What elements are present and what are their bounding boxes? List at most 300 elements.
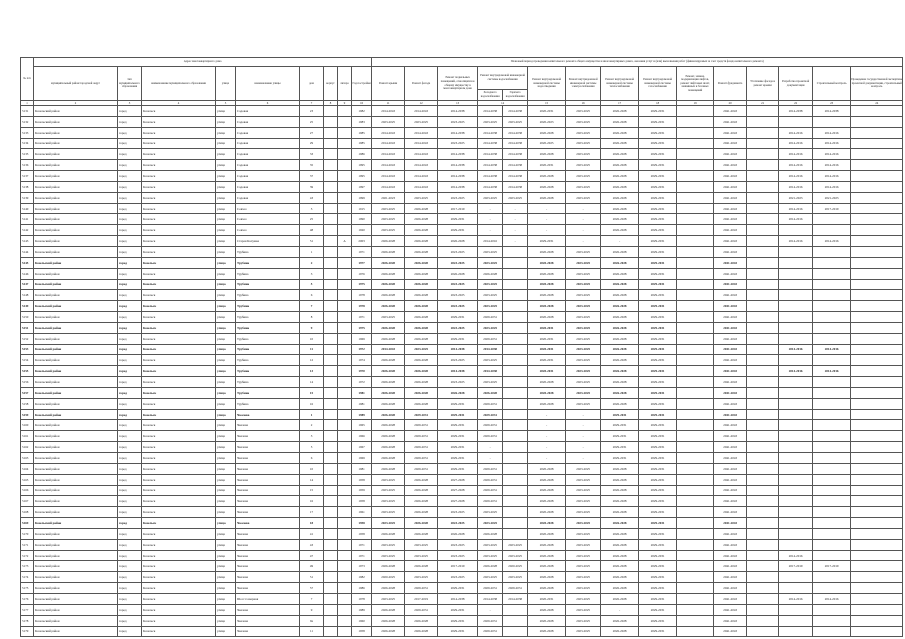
table-cell: 2023-2025 [566,572,601,583]
table-cell: Козельск [142,116,216,127]
table-cell: 2029-2031 [639,344,677,355]
table-cell: 2041-2043 [714,257,747,268]
table-cell [747,106,779,117]
table-cell: 2023-2025 [438,355,478,366]
table-cell [747,528,779,539]
table-cell: Козельск [142,355,216,366]
table-cell: Козельск [142,474,216,485]
table-cell: 2029-2031 [503,583,528,594]
table-cell: Трубина [236,398,300,409]
table-cell: 2021-2023 [813,192,851,203]
table-cell: Козельск [142,246,216,257]
table-cell: Чкалова [236,496,300,507]
table-cell [338,192,352,203]
table-cell [677,377,714,388]
table-cell: 5148 [21,290,34,301]
table-cell [747,572,779,583]
table-cell: 5137 [21,171,34,182]
table-cell [324,279,338,290]
table-cell [851,604,903,615]
table-row [21,257,903,268]
table-cell: город [118,127,142,138]
table-cell [324,463,338,474]
table-cell: 18 [300,518,324,529]
table-cell [779,528,813,539]
table-cell [851,106,903,117]
table-cell [324,322,338,333]
table-row [21,106,903,117]
table-cell: 2041-2043 [714,604,747,615]
table-cell: 3 [300,268,324,279]
col-header: дом [300,67,324,101]
table-cell: 2026-2028 [405,301,438,312]
table-cell: - [503,225,528,236]
table-cell: 2023-2025 [478,290,503,301]
table-cell: 2020-2031 [528,106,566,117]
column-number: 13 [438,101,478,106]
table-cell [813,453,851,464]
table-cell: 2026-2028 [601,615,639,626]
table-cell: Чкалова [236,518,300,529]
table-cell [677,518,714,529]
table-cell: Чкалова [236,604,300,615]
table-cell: 2029-2031 [639,485,677,496]
table-cell [851,257,903,268]
table-cell: 2041-2043 [714,214,747,225]
table-row [21,550,903,561]
table-row [21,474,903,485]
table-cell: Козельский район [34,604,118,615]
table-cell: 2026-2028 [372,463,405,474]
table-cell [813,431,851,442]
table-cell: 1970 [352,366,372,377]
table-cell [813,214,851,225]
table-cell: 2020-2028 [528,171,566,182]
table-cell: 2 [300,420,324,431]
table-cell: 5178 [21,615,34,626]
table-row [21,355,903,366]
table-cell: улица [216,485,236,496]
table-cell [779,387,813,398]
table-cell: 2014-2016 [779,127,813,138]
table-cell [779,322,813,333]
table-cell: 2020-2028 [528,550,566,561]
table-cell: 5152 [21,333,34,344]
table-cell: Совхоз [236,225,300,236]
table-cell: Козельск [142,322,216,333]
table-cell: Козельск [142,583,216,594]
table-cell: - [503,203,528,214]
table-cell [851,572,903,583]
table-cell: 2023-2025 [372,507,405,518]
table-cell [747,583,779,594]
table-cell: 14 [300,377,324,388]
table-cell: 2026-2028 [601,214,639,225]
table-cell: 2014-2038 [503,149,528,160]
table-cell: улица [216,268,236,279]
table-cell: город [118,539,142,550]
table-cell: 2023-2025 [566,507,601,518]
table-cell: 2026-2028 [372,561,405,572]
table-cell: Козельский район [34,127,118,138]
table-cell: 2026-2028 [405,246,438,257]
table-cell: 41 [300,528,324,539]
table-cell: Козельский район [34,171,118,182]
table-row [21,377,903,388]
table-cell: 2014-2043 [372,160,405,171]
table-cell: 2023-2025 [438,290,478,301]
table-cell: город [118,344,142,355]
table-cell: Козельский район [34,377,118,388]
column-number: 16 [566,101,601,106]
column-number: 22 [779,101,813,106]
table-cell: 1971 [352,246,372,257]
table-cell: 5132 [21,116,34,127]
table-cell [813,268,851,279]
table-cell: улица [216,246,236,257]
table-cell: 5160 [21,420,34,431]
table-cell: 5164 [21,463,34,474]
table-cell: 2014-2016 [813,366,851,377]
table-cell: 2029-2031 [438,626,478,637]
table-cell: улица [216,539,236,550]
table-cell: 2026-2028 [438,236,478,247]
table-cell: 2026-2028 [601,496,639,507]
table-cell [677,268,714,279]
table-cell: 47 [300,550,324,561]
table-cell [851,463,903,474]
table-cell [813,420,851,431]
table-row [21,279,903,290]
table-cell: 1972 [352,344,372,355]
table-cell: Козельский район [34,583,118,594]
table-cell [747,431,779,442]
table-cell: 2026-2028 [601,572,639,583]
table-cell: 2026-2028 [601,116,639,127]
table-cell [324,127,338,138]
col-header: № п/п [21,58,34,101]
table-cell: 2026-2028 [601,312,639,323]
table-cell: 23 [300,106,324,117]
table-cell: 2014-2016 [779,203,813,214]
table-cell: 2026-2028 [405,518,438,529]
table-cell [503,420,528,431]
table-cell: - [566,420,601,431]
table-cell: 2020-2028 [528,312,566,323]
table-cell: Козельский район [34,236,118,247]
table-cell: 2023-2025 [566,626,601,637]
table-cell: 2026-2028 [405,279,438,290]
table-cell [677,355,714,366]
table-cell [677,301,714,312]
table-cell: 5134 [21,138,34,149]
table-cell: Козельский район [34,626,118,637]
table-cell: 2020-2028 [528,528,566,539]
column-number: 10 [352,101,372,106]
table-cell: Козельский район [34,409,118,420]
table-cell: 2023-2025 [405,550,438,561]
table-cell: - [478,604,503,615]
table-cell: 2029-2031 [405,583,438,594]
table-cell: 2014-2038 [478,138,503,149]
table-cell [324,539,338,550]
table-cell: 2014-2043 [405,149,438,160]
table-cell [324,355,338,366]
table-cell: Козельск [142,485,216,496]
table-cell: улица [216,149,236,160]
table-cell: Козельский район [34,420,118,431]
table-cell: 1981 [352,463,372,474]
table-cell: 1961 [352,507,372,518]
table-cell [677,344,714,355]
table-cell [338,387,352,398]
table-cell: 2026-2028 [372,528,405,539]
table-cell: 1985 [352,138,372,149]
table-cell: Козельский район [34,279,118,290]
table-cell: - [478,225,503,236]
table-cell [677,398,714,409]
table-cell [324,507,338,518]
table-cell [324,485,338,496]
table-cell: улица [216,377,236,388]
table-cell [324,387,338,398]
table-cell [747,366,779,377]
table-cell: 2014-2038 [438,171,478,182]
table-cell: 2026-2028 [601,279,639,290]
table-cell [851,290,903,301]
table-cell [338,518,352,529]
table-row [21,322,903,333]
table-cell: улица [216,453,236,464]
table-cell [677,225,714,236]
col-header: Год постройки [352,67,372,101]
table-cell: 1 [300,409,324,420]
table-cell: 2029-2031 [639,160,677,171]
table-cell: 2026-2028 [601,333,639,344]
table-cell: 2029-2031 [438,225,478,236]
table-cell: город [118,431,142,442]
table-cell: 2041-2043 [714,116,747,127]
table-cell: Козельский район [34,550,118,561]
table-cell [779,279,813,290]
table-cell: 2026-2028 [601,485,639,496]
table-cell: 2041-2043 [714,279,747,290]
table-cell [338,138,352,149]
table-cell: 2026-2028 [372,355,405,366]
table-cell: 7 [300,593,324,604]
table-cell: 2023-2025 [372,593,405,604]
col-header: Строительный контроль [813,67,851,101]
table-cell [747,149,779,160]
table-cell: 1966 [352,431,372,442]
table-cell: 2023-2025 [478,192,503,203]
table-row [21,344,903,355]
table-cell [338,398,352,409]
table-cell: 1978 [352,593,372,604]
table-cell: 10 [300,463,324,474]
table-cell: 2026-2028 [601,550,639,561]
table-cell: 7 [300,301,324,312]
column-number: 14 [478,101,528,106]
table-cell [677,192,714,203]
table-cell: 2029-2031 [639,192,677,203]
table-cell [338,539,352,550]
table-cell: 2014-2043 [405,138,438,149]
table-cell: Чкалова [236,561,300,572]
table-cell [338,615,352,626]
table-cell: 1978 [352,290,372,301]
table-cell [677,485,714,496]
table-cell: Козельск [142,312,216,323]
table-cell [338,312,352,323]
table-cell: 2041-2043 [714,225,747,236]
table-cell: 2026-2028 [405,561,438,572]
table-cell: Чкалова [236,507,300,518]
table-cell [677,366,714,377]
table-cell [813,387,851,398]
table-cell: 2023-2025 [503,550,528,561]
table-cell [813,116,851,127]
column-number: 23 [813,101,851,106]
table-row [21,615,903,626]
table-cell: Козельский район [34,203,118,214]
table-cell: 2023-2025 [566,127,601,138]
table-cell: 2041-2043 [714,149,747,160]
table-cell: 5144 [21,246,34,257]
table-cell: Козельск [142,214,216,225]
table-cell: Козельск [142,203,216,214]
table-cell [338,116,352,127]
table-cell: 2026-2028 [601,507,639,518]
table-cell [813,507,851,518]
table-cell: улица [216,442,236,453]
table-cell: 1967 [352,442,372,453]
table-cell [813,485,851,496]
table-cell [503,615,528,626]
table-cell: Чкалова [236,409,300,420]
table-cell: улица [216,355,236,366]
table-cell [324,171,338,182]
table-cell: 2017-2019 [405,593,438,604]
table-cell: Козельск [142,615,216,626]
table-cell [747,387,779,398]
table-cell: 2029-2031 [639,106,677,117]
col-header: Ремонт внутридомовой инженерной системы теплоснабжения [601,67,639,101]
table-cell: улица [216,181,236,192]
table-cell [338,572,352,583]
table-cell: Козельск [142,333,216,344]
table-row [21,116,903,127]
table-cell [813,442,851,453]
table-cell: 2041-2043 [714,442,747,453]
table-cell: - [528,409,566,420]
table-cell [851,355,903,366]
table-cell [851,149,903,160]
table-cell [324,615,338,626]
table-cell: Трубина [236,344,300,355]
table-cell: город [118,420,142,431]
table-cell [813,225,851,236]
table-cell: 2029-2031 [438,312,478,323]
table-cell: 2026-2028 [601,257,639,268]
table-cell: 5138 [21,181,34,192]
table-cell: Садовая [236,149,300,160]
table-cell: 2014-2038 [438,149,478,160]
table-cell: 2023-2025 [566,550,601,561]
table-cell: 2020-2028 [528,181,566,192]
table-cell: 2020-2025 [372,572,405,583]
table-cell: 2026-2028 [438,387,478,398]
table-cell: 2023-2025 [566,257,601,268]
table-cell [677,312,714,323]
table-cell: 2021-2023 [372,192,405,203]
table-cell [851,583,903,594]
table-cell [503,268,528,279]
table-cell: 2023-2025 [503,192,528,203]
table-cell: 2026-2028 [372,431,405,442]
table-cell: 1983 [352,116,372,127]
table-cell: 2026-2028 [405,268,438,279]
table-cell: 1915 [352,203,372,214]
table-cell [747,377,779,388]
table-cell: Козельский район [34,398,118,409]
table-cell [324,106,338,117]
table-cell: Козельск [142,138,216,149]
table-cell: 5173 [21,561,34,572]
table-cell: 2023-2025 [438,257,478,268]
table-cell: 2020-2031 [528,593,566,604]
table-cell: улица [216,192,236,203]
col-header: наименование муниципального образования [142,67,216,101]
table-cell [324,561,338,572]
col-header: Ремонт внутридомовой инженерной системы электроснабжения [566,67,601,101]
table-cell: Козельский район [34,138,118,149]
table-cell: 2029-2031 [639,604,677,615]
table-cell: 5141 [21,214,34,225]
table-cell: Козельский район [34,225,118,236]
table-cell [338,561,352,572]
table-cell: 43 [300,192,324,203]
table-cell: 1995 [352,171,372,182]
table-cell: 8 [300,312,324,323]
table-cell [747,268,779,279]
table-cell: 2023-2025 [372,203,405,214]
table-cell [677,561,714,572]
table-cell: 49 [300,561,324,572]
table-cell [677,214,714,225]
table-cell [851,181,903,192]
table-cell [503,398,528,409]
table-cell [503,431,528,442]
table-cell [324,528,338,539]
table-cell: 2026-2028 [372,301,405,312]
table-cell: 2020-2028 [528,539,566,550]
table-cell: улица [216,626,236,637]
table-cell: 2014-2016 [779,171,813,182]
table-cell: улица [216,604,236,615]
table-cell: Козельский район [34,257,118,268]
table-cell [503,355,528,366]
table-cell [779,333,813,344]
col-header: Ремонт внутридомовой инженерной системы водоснабжения [478,67,528,90]
table-cell: 2023-2025 [566,106,601,117]
table-cell: 2026-2028 [405,214,438,225]
table-cell: 2026-2028 [405,474,438,485]
table-cell: 2026-2028 [405,528,438,539]
table-cell [677,539,714,550]
table-cell: Козельск [142,149,216,160]
table-cell [677,550,714,561]
